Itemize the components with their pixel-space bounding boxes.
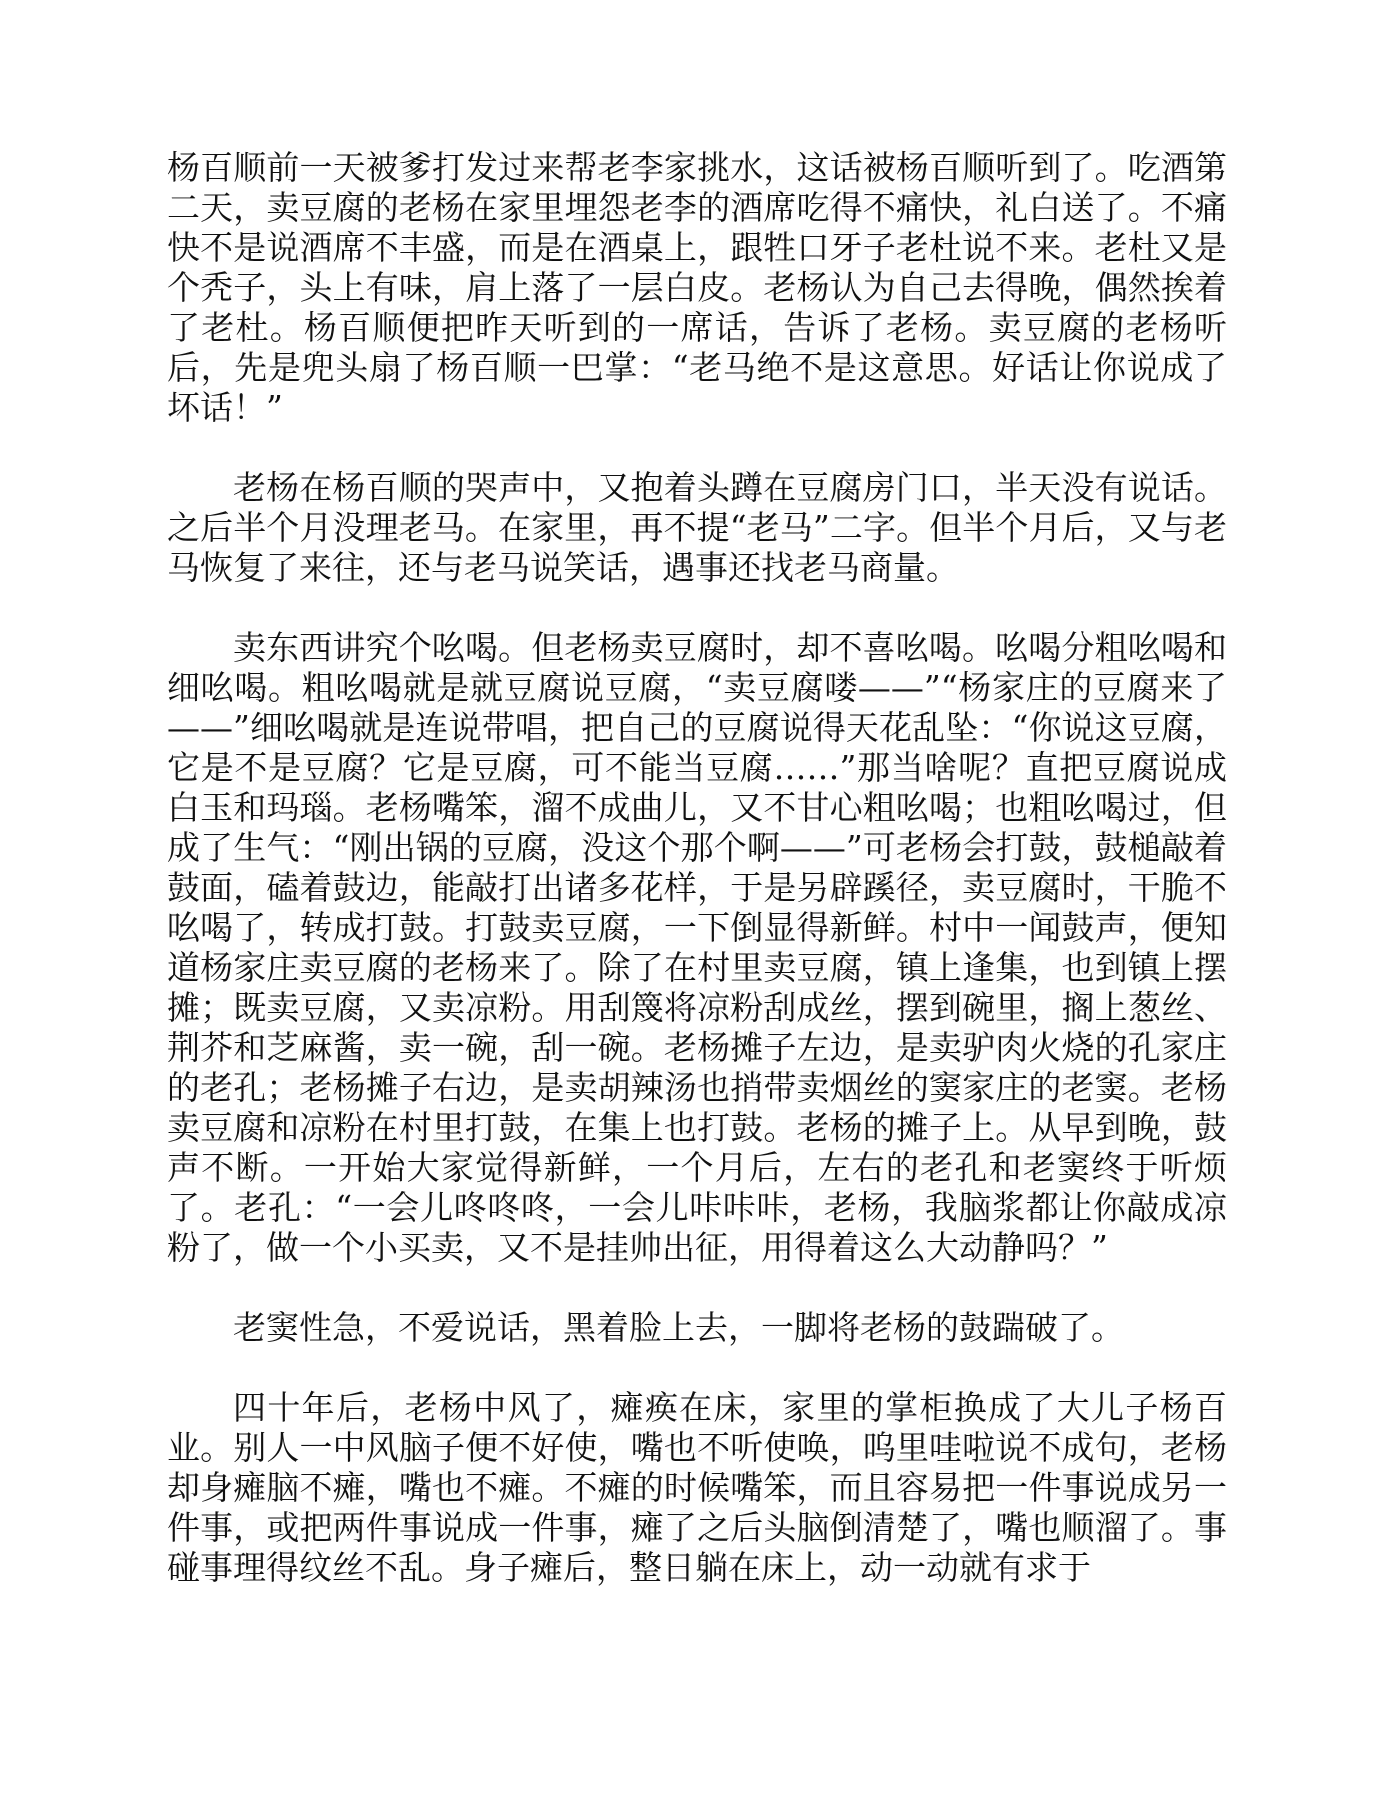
paragraph-3: 卖东西讲究个吆喝。但老杨卖豆腐时，却不喜吆喝。吆喝分粗吆喝和细吆喝。粗吆喝就是就豆腐说豆腐，“卖豆腐喽——”“杨家庄的豆腐来了——”细吆喝就是连说带唱，把自己的豆腐说得天花乱坠：“你说这豆腐，它是不是豆腐？它是豆腐，可不能当豆腐……”那当啥呢？直把豆腐说成白玉和玛瑙。老杨嘴笨，溜不成曲儿，又不甘心粗吆喝；也粗吆喝过，但成了生气：“刚出锅的豆腐，没这个那个啊——”可老杨会打鼓，鼓槌敲着鼓面，磕着鼓边，能敲打出诸多花样，于是另辟蹊径，卖豆腐时，干脆不吆喝了，转成打鼓。打鼓卖豆腐，一下倒显得新鲜。村中一闻鼓声，便知道杨家庄卖豆腐的老杨来了。除了在村里卖豆腐，镇上逢集，也到镇上摆摊；既卖豆腐，又卖凉粉。用刮篾将凉粉刮成丝，摆到碗里，搁上葱丝、荆芥和芝麻酱，卖一碗，刮一碗。老杨摊子左边，是卖驴肉火烧的孔家庄的老孔；老杨摊子右边，是卖胡辣汤也捎带卖烟丝的窦家庄的老窦。老杨卖豆腐和凉粉在村里打鼓，在集上也打鼓。老杨的摊子上。从早到晚，鼓声不断。一开始大家觉得新鲜，一个月后，左右的老孔和老窦终于听烦了。老孔：“一会儿咚咚咚，一会儿咔咔咔，老杨，我脑浆都让你敲成凉粉了，做一个小买卖，又不是挂帅出征，用得着这么大动静吗？”: [167, 628, 1227, 1267]
paragraph-1: 杨百顺前一天被爹打发过来帮老李家挑水，这话被杨百顺听到了。吃酒第二天，卖豆腐的老杨在家里埋怨老李的酒席吃得不痛快，礼白送了。不痛快不是说酒席不丰盛，而是在酒桌上，跟牲口牙子老杜说不来。老杜又是个秃子，头上有味，肩上落了一层白皮。老杨认为自己去得晚，偶然挨着了老杜。杨百顺便把昨天听到的一席话，告诉了老杨。卖豆腐的老杨听后，先是兜头扇了杨百顺一巴掌：“老马绝不是这意思。好话让你说成了坏话！”: [167, 148, 1227, 427]
paragraph-4: 老窦性急，不爱说话，黑着脸上去，一脚将老杨的鼓踹破了。: [233, 1308, 1124, 1347]
paragraph-2: 老杨在杨百顺的哭声中，又抱着头蹲在豆腐房门口，半天没有说话。之后半个月没理老马。在家里，再不提“老马”二字。但半个月后，又与老马恢复了来往，还与老马说笑话，遇事还找老马商量。: [167, 468, 1227, 587]
body-text: [167, 148, 1227, 1628]
paragraph-5: 四十年后，老杨中风了，瘫痪在床，家里的掌柜换成了大儿子杨百业。别人一中风脑子便不好使，嘴也不听使唤，呜里哇啦说不成句，老杨却身瘫脑不瘫，嘴也不瘫。不瘫的时候嘴笨，而且容易把一件事说成另一件事，或把两件事说成一件事，瘫了之后头脑倒清楚了，嘴也顺溜了。事碰事理得纹丝不乱。身子瘫后，整日躺在床上，动一动就有求于: [167, 1388, 1227, 1587]
